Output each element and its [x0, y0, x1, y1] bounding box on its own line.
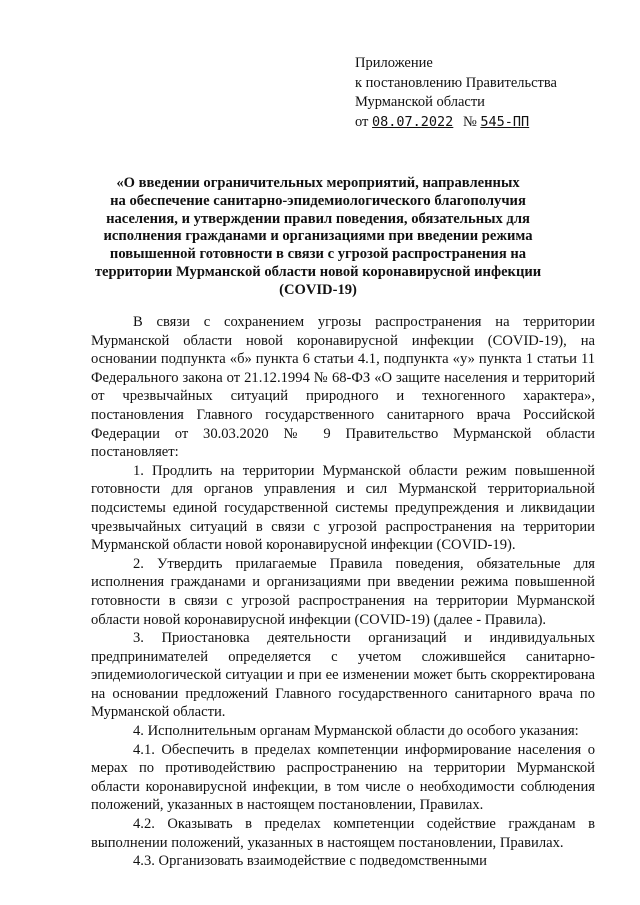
appendix-label: Приложение	[355, 55, 433, 71]
clause-4-3: 4.3. Организовать взаимодействие с подведомственными	[133, 853, 487, 870]
resolution-body	[91, 313, 595, 871]
clause-4: 4. Исполнительным органам Мурманской области до особого указания:	[133, 723, 579, 740]
clause-3: 3. Приостановка деятельности организаций и индивидуальных предпринимателей определяется с учетом сложившейся санитарно-эпидемиологической ситуации и при ее изменении может быть скорректирована на основании предложений Главного государственного санитарного врача по Мурманской области.	[91, 630, 595, 721]
title-line: повышенной готовности в связи с угрозой распространения на	[109, 246, 527, 263]
appendix-date-number	[355, 113, 557, 133]
title-line: (COVID-19)	[279, 281, 357, 298]
number-prefix: №	[462, 113, 477, 130]
appendix-region: Мурманской области	[355, 94, 485, 110]
clause-1: 1. Продлить на территории Мурманской области режим повышенной готовности для органов управления и сил Мурманской территориальной подсистемы единой государственной системы предупреждения и ликвидации чрезвычайных ситуаций в связи с угрозой распространения на территории Мурманской области новой коронавирусной инфекции (COVID-19).	[91, 462, 595, 554]
resolution-number: 545-ПП	[480, 113, 530, 130]
title-line: на обеспечение санитарно-эпидемиологического благополучия	[110, 192, 526, 209]
appendix-header	[355, 54, 557, 132]
resolution-title	[88, 175, 548, 300]
title-line: исполнения гражданами и организациями при введении режима	[103, 228, 533, 245]
clause-4-2: 4.2. Оказывать в пределах компетенции содействие гражданам в выполнении положений, указанных в настоящем постановлении, Правилах.	[91, 816, 595, 851]
title-line: населения, и утверждении правил поведения, обязательных для	[106, 210, 530, 227]
appendix-to-resolution: к постановлению Правительства	[355, 74, 557, 91]
clause-4-1: 4.1. Обеспечить в пределах компетенции информирование населения о мерах по противодействию распространению на территории Мурманской области коронавирусной инфекции, в том числе о необходимости соблюдения положений, указанных в настоящем постановлении, Правилах.	[91, 741, 595, 814]
date-prefix: от	[355, 113, 369, 130]
clause-2: 2. Утвердить прилагаемые Правила поведения, обязательные для исполнения гражданами и организациями при введении режима повышенной готовности в связи с угрозой распространения на территории Мурманской области новой коронавирусной инфекции (COVID-19) (далее - Правила).	[91, 555, 595, 628]
title-line: «О введении ограничительных мероприятий, направленных	[116, 175, 520, 191]
title-line: территории Мурманской области новой коронавирусной инфекции	[94, 263, 542, 280]
resolution-date: 08.07.2022	[372, 113, 454, 130]
preamble-paragraph: В связи с сохранением угрозы распространения на территории Мурманской области новой коронавирусной инфекции (COVID-19), на основании подпункта «б» пункта 6 статьи 4.1, подпункта «у» пункта 1 статьи 11 Федерального закона от 21.12.1994 № 68-ФЗ «О защите населения и территорий от чрезвычайных ситуаций природного и техногенного характера», постановления Главного государственного санитарного врача Российской Федерации от 30.03.2020 № 9 Правительство Мурманской области постановляет:	[91, 314, 595, 461]
